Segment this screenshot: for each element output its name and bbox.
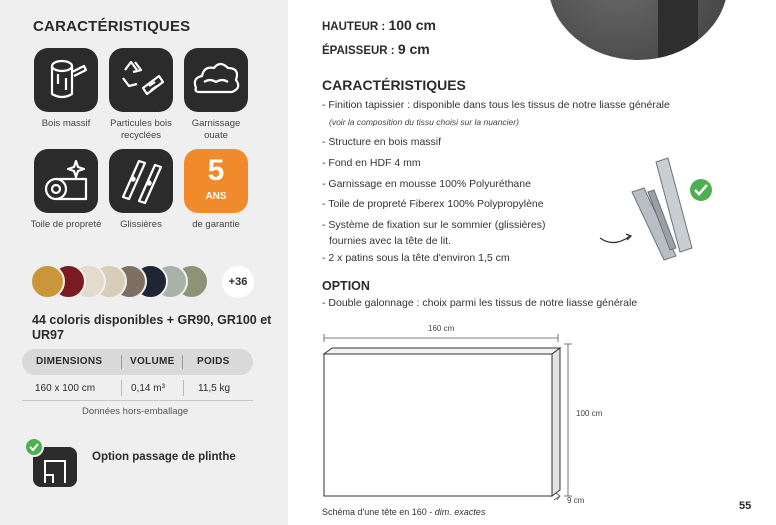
recycled-particles-icon [109,48,173,112]
wood-log-icon [34,48,98,112]
icon-label-bois: Bois massif [41,118,91,129]
table-divider [22,400,253,401]
spec-line: - Système de fixation sur le sommier (glissières) [322,219,546,231]
fabric-closeup-photo [548,0,728,60]
epaisseur-spec [322,41,430,57]
spec-line: - Finition tapissier : disponible dans tous les tissus de notre liasse générale [322,99,670,111]
spec-line-note: (voir la composition du tissu choisi sur la nuancier) [329,117,519,127]
left-section-title: CARACTÉRISTIQUES [33,18,191,35]
right-section-title: CARACTÉRISTIQUES [322,77,466,93]
hauteur-spec [322,17,436,33]
value-poids: 11,5 kg [198,383,231,394]
value-divider [183,380,184,396]
warranty-unit: ANS [205,191,227,202]
warranty-years: 5 [207,154,225,187]
spec-line: - Toile de propreté Fiberex 100% Polypropylène [322,198,544,210]
header-dimensions: DIMENSIONS [36,356,103,367]
epaisseur-label: ÉPAISSEUR : [322,45,395,57]
hauteur-value: 100 cm [388,17,436,33]
check-icon [24,437,44,457]
icon-label-garnissage: Garnissage ouate [191,118,241,141]
value-divider [121,380,122,396]
option-line: - Double galonnage : choix parmi les tissus de notre liasse générale [322,297,638,309]
glide-rail-illustration [596,152,722,270]
hauteur-label: HAUTEUR : [322,21,386,33]
cotton-padding-icon [184,48,248,112]
spec-line: - Structure en bois massif [322,136,442,148]
spec-line: fournies avec la tête de lit. [329,235,451,247]
icon-label-garantie: de garantie [192,219,240,230]
spec-line: - Garnissage en mousse 100% Polyuréthane [322,178,531,190]
value-dimensions: 160 x 100 cm [35,383,96,394]
plinthe-option-text: Option passage de plinthe [92,451,236,463]
diagram-width-label: 160 cm [428,324,455,333]
page-number: 55 [739,500,752,512]
option-title: OPTION [322,279,370,293]
header-volume: VOLUME [130,356,175,367]
diagram-depth-label: 9 cm [567,496,585,505]
header-poids: POIDS [197,356,230,367]
fabric-seam [658,0,698,60]
headboard-diagram [318,330,584,504]
left-panel [0,0,288,525]
header-divider [121,355,122,369]
icon-label-particules: Particules bois recyclées [110,118,172,141]
icon-label-glissieres: Glissières [120,219,162,230]
colors-available-title: 44 coloris disponibles + GR90, GR100 et UR97 [32,313,272,342]
epaisseur-value: 9 cm [397,41,430,57]
caption-main: Schéma d'une tête en 160 - [322,507,435,517]
icon-label-toile: Toile de propreté [30,219,102,230]
value-volume: 0,14 m³ [131,383,165,394]
dimensions-note: Données hors-emballage [82,406,189,417]
warranty-badge [184,149,248,213]
fabric-roll-icon [34,149,98,213]
header-divider [182,355,183,369]
caption-italic: dim. exactes [434,507,486,517]
color-swatch [30,264,65,299]
spec-line: - Fond en HDF 4 mm [322,157,421,169]
diagram-height-label: 100 cm [576,409,603,418]
spec-line: - 2 x patins sous la tête d'environ 1,5 cm [322,252,510,264]
diagram-caption [322,507,485,517]
glide-rails-icon [109,149,173,213]
more-colors-badge: +36 [222,266,254,298]
dimensions-header [22,349,253,375]
